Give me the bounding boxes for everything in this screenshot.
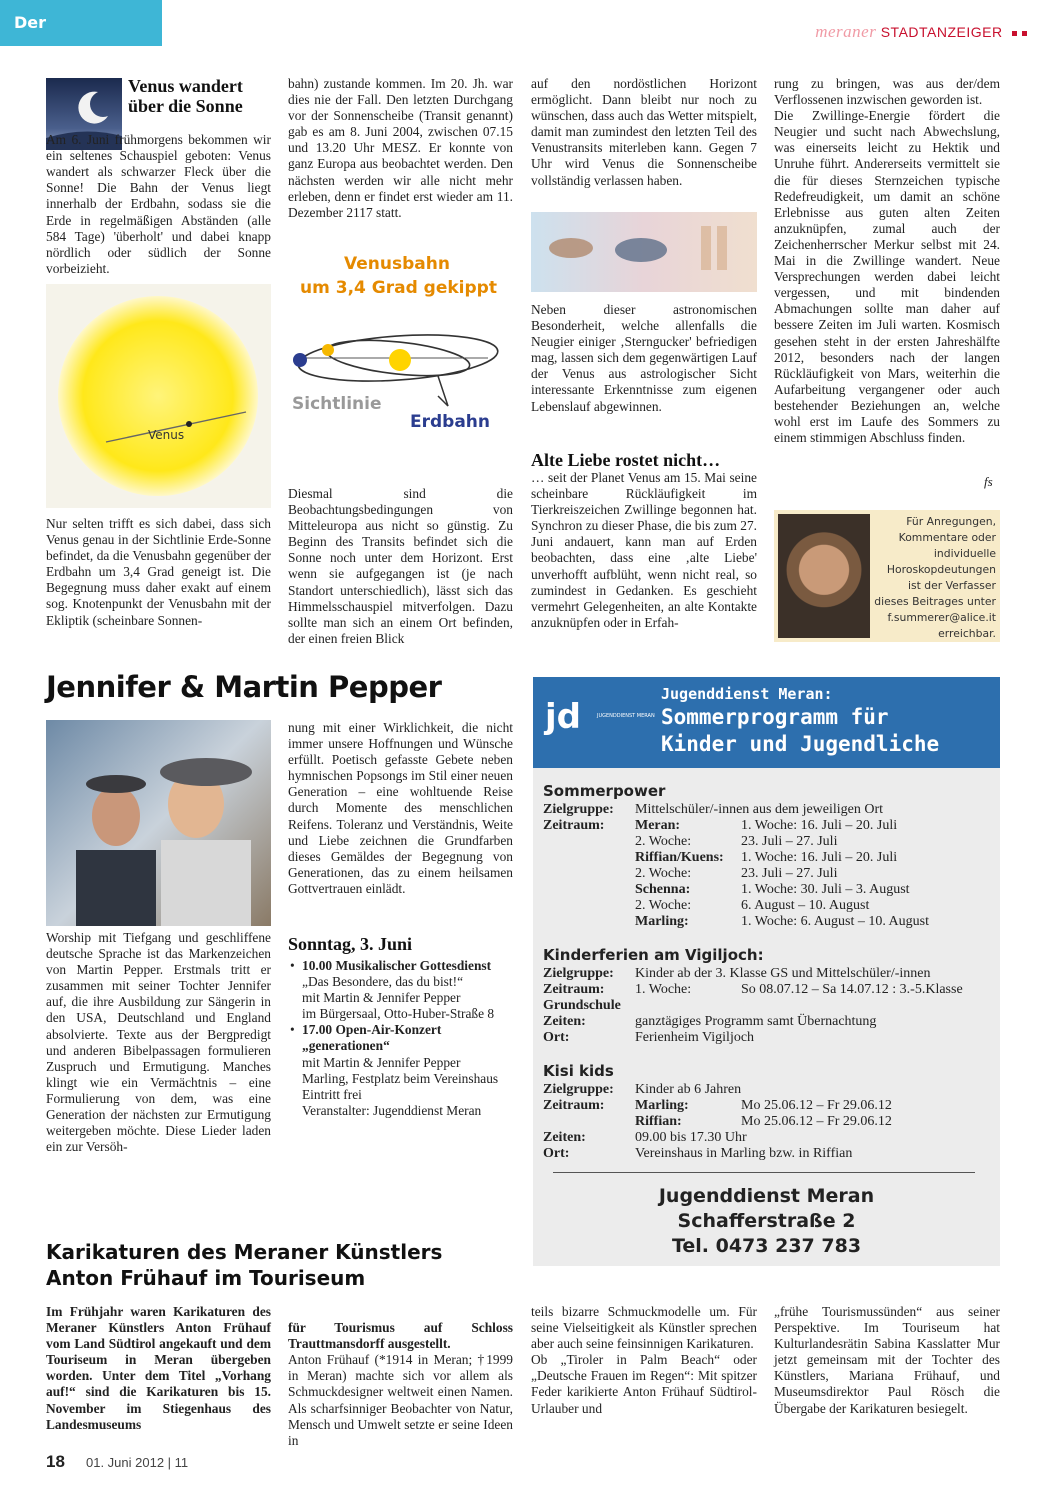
kari-title-1: Karikaturen des Meraner Künstlers — [46, 1240, 443, 1264]
jd-table-cell: Zielgruppe: — [543, 802, 614, 817]
jd-table-cell: Mittelschüler/-innen aus dem jeweiligen Ort — [635, 802, 884, 817]
jd-table-cell: Zeiten: — [543, 1130, 586, 1145]
pepper-photo-svg — [46, 720, 271, 926]
diagram-erdbahn: Erdbahn — [410, 412, 491, 432]
masthead-stadtanzeiger: STADTANZEIGER — [880, 24, 1003, 40]
venus-col4: rung zu bringen, was aus der/dem Verflossenen inzwischen geworden ist. Die Zwillinge-Energie fördert die Neugier und sucht nach Abwechslung, was einerseits leicht zu Hektik und Unruhe führt. Andererseits vermittelt sie die für dieses Sternzeichen typische Redefreudigkeit, um damit an schöne Erlebnisse aus guten alten Zeiten anzuknüpfen, zumal auch der Zeichenherrscher Merkur selbst mit 24. Mai in die Zwillinge wandert. Neue Versprechungen werden dabei leicht vergessen, und mit bindenden Abmachungen sollte man daher auf bessere Zeiten im Juli warten. Kosmisch gesehen steht in der ersten Jahreshälfte 2012, besonders nach der langen Rückläufigkeit von Mars, weiterhin die Aufarbeitung vergangener oder auch bestehender Beziehungen an, welche wohl erst im Laufe des Sommers zu einem stimmigen Abschluss finden. — [774, 76, 1000, 446]
jd-table-cell: Ort: — [543, 1146, 570, 1161]
page-number: 18 — [46, 1452, 65, 1471]
jd-table-cell: 1. Woche: 6. August – 10. August — [741, 914, 930, 929]
venus-col3-top: auf den nordöstlichen Horizont ermöglicht. Dann bleibt nur noch zu wünschen, dass auch das Wetter mitspielt, damit man zumindest den letzten Teil des Venustransits miterleben kann. Gegen 7 Uhr wird Venus die Sonnenscheibe vollständig verlassen haben. — [531, 76, 757, 188]
jd-contact-address: Schafferstraße 2 — [677, 1210, 856, 1232]
jd-table-cell: Mo 25.06.12 – Fr 29.06.12 — [741, 1114, 892, 1129]
jd-table-cell: So 08.07.12 – Sa 14.07.12 : 3.-5.Klasse — [741, 982, 963, 997]
jd-logo-text: jd — [545, 697, 581, 737]
pepper-title: Jennifer & Martin Pepper — [46, 670, 442, 704]
jd-table-cell: 1. Woche: 16. Juli – 20. Juli — [741, 850, 898, 865]
orbit-diagram — [288, 246, 513, 452]
event-2-body: mit Martin & Jennifer Pepper Marling, Festplatz beim Vereinshaus Eintritt frei Veranstalter: Jugenddienst Meran — [302, 1054, 499, 1118]
jd-table-cell: 1. Woche: 30. Juli – 3. August — [741, 882, 910, 897]
jd-table-cell: 2. Woche: — [635, 866, 692, 881]
venus-col1-bottom: Nur selten trifft es sich dabei, dass sich Venus genau in der Sichtlinie Erde-Sonne befindet, da die Venusbahn gegenüber der Erdbahn um 3,4 Grad geneigt ist. Die Begegnung muss daher exakt auf einem sog. Knotenpunkt der Venusbahn mit der Ekliptik (scheinbare Sonnen- — [46, 516, 271, 628]
venus-col1-top-text: Am 6. Juni frühmorgens bekommen wir ein seltenes Schauspiel geboten: Venus wandert als schwarzer Fleck über die Sonne! Die Bahn der Venus liegt innerhalb der Erdbahn, sodass sie die Erde in regelmäßigen Abständen (alle 584 Tage) 'überholt' und dabei knapp nördlich oder südlich der Sonne vorbeizieht. — [46, 132, 271, 276]
jd-table-cell: Kinder ab 6 Jahren — [635, 1082, 742, 1097]
masthead-square — [1022, 31, 1027, 36]
venus-col1-top — [46, 116, 271, 280]
jd-contact-phone: Tel. 0473 237 783 — [671, 1235, 862, 1257]
masthead-square — [1012, 31, 1017, 36]
diagram-venusbahn: Venusbahn — [344, 254, 450, 274]
bullet: • — [290, 1022, 295, 1038]
jd-s2-title: Kinderferien am Vigiljoch: — [543, 946, 764, 964]
jd-table-cell: Riffian/Kuens: — [635, 850, 724, 865]
event-2-title: 17.00 Open-Air-Konzert „generationen“ — [302, 1022, 442, 1054]
jd-body — [533, 768, 1000, 1266]
jd-table-cell: Zeiten: — [543, 1014, 586, 1029]
zodiac-svg — [531, 212, 757, 292]
pepper-date: Sonntag, 3. Juni — [288, 934, 413, 954]
jd-table-cell: Meran: — [635, 818, 681, 833]
jd-table-cell: Zeitraum: — [543, 818, 605, 833]
masthead-meraner: meraner — [815, 22, 877, 41]
event-1 — [288, 958, 513, 1022]
jd-logo-small: JUGENDDIENST MERAN — [597, 713, 655, 719]
jd-title-1: Sommerprogramm für — [661, 705, 889, 729]
pepper-col1: Worship mit Tiefgang und geschliffene deutsche Sprache ist das Markenzeichen von Martin Pepper. Erstmals tritt er zusammen mit seiner Tochter Jennifer auf, die ihre Ausbildung zur Sängerin in den USA, Deutschland und England absolvierte. Texte aus der Bergpredigt und anderen Bibelpassagen formulieren Zuspruch und Ermutigung. Manches klingt wie ein Vermächtnis – eine Formulierung von dem, was eine Generation der nächsten zur Ermutigung weitergeben möchte. Diese Lieder laden ein zur Versöh- — [46, 930, 271, 1155]
event-2 — [288, 1022, 513, 1119]
section-tag: Der Sterngucker — [0, 0, 162, 46]
venus-signature: fs — [984, 474, 993, 489]
jd-table-cell: Zielgruppe: — [543, 1082, 614, 1097]
jd-table-cell: Vereinshaus in Marling bzw. in Riffian — [635, 1146, 853, 1161]
author-note: Für Anregungen, Kommentare oder individuelle Horoskopdeutungen ist der Verfasser dieses Beitrages unter f.summerer@alice.it erreichbar. — [874, 515, 996, 640]
sun-image — [46, 284, 271, 508]
venus-col3-mid: Neben dieser astronomischen Besonderheit, welche allenfalls die Neugier einiger ‚Sterngucker' befriedigen mag, lassen sich dem gegenwärtigen Lauf der Venus aus astrologischer Sicht interessante Erkenntnisse zum eigenen Lebenslauf abgewinnen. — [531, 302, 757, 414]
jd-title-2: Kinder und Jugendliche — [661, 732, 940, 756]
event-1-body: „Das Besondere, das du bist!“ mit Martin & Jennifer Pepper im Bürgersaal, Otto-Huber-Straße 8 — [302, 974, 495, 1022]
jd-contact — [533, 1184, 1000, 1259]
issue-date: 01. Juni 2012 | 11 — [86, 1455, 189, 1470]
jd-table-cell: 09.00 bis 17.30 Uhr — [635, 1130, 747, 1145]
masthead — [815, 22, 1027, 42]
jd-table-cell: Ferienheim Vigiljoch — [635, 1030, 755, 1045]
jd-table-cell: 23. Juli – 27. Juli — [741, 834, 838, 849]
jd-table-cell: 1. Woche: 16. Juli – 20. Juli — [741, 818, 898, 833]
jd-table-cell: Marling: — [635, 1098, 689, 1113]
venus-col2-bottom: Diesmal sind die Beobachtungsbedingungen von Mitteleuropa aus nicht so günstig. Zu Beginn des Transits befindet sich die Sonne noch unter dem Horizont. Erst wenn sie aufgegangen ist (je nach Standort unterschiedlich), lässt sich das Himmelsschauspiel mitverfolgen. Dazu sollte man sich an einem Ort befinden, der einen freien Blick — [288, 486, 513, 646]
kari-col4: „frühe Tourismussünden“ aus seiner Perspektive. Im Touriseum hat Kulturlandesrätin Sabina Kasslatter Mur jetzt gemeinsam mit der Tochter des Künstlers, Mariana Frühauf, und Museumsdirektor Paul Rösch die Übergabe der Karikaturen besiegelt. — [774, 1304, 1000, 1416]
event-1-title: 10.00 Musikalischer Gottesdienst — [302, 958, 492, 973]
sun-svg — [46, 284, 271, 508]
jd-table-cell: Zeitraum: — [543, 982, 605, 997]
jd-header — [533, 677, 1000, 768]
jd-table-cell: 2. Woche: — [635, 834, 692, 849]
kari-col2-bold: für Tourismus auf Schloss Trauttmansdorff ausgestellt. — [288, 1320, 513, 1352]
jd-table-cell: Schenna: — [635, 882, 691, 897]
jd-divider — [553, 1172, 975, 1173]
pepper-events — [288, 958, 513, 1119]
jd-table-cell: ganztägiges Programm samt Übernachtung — [635, 1014, 877, 1029]
diagram-sichtlinie: Sichtlinie — [292, 394, 382, 414]
kari-title-2: Anton Frühauf im Touriseum — [46, 1266, 366, 1290]
kari-col1: Im Frühjahr waren Karikaturen des Meraner Künstlers Anton Frühauf vom Land Südtirol angekauft und dem Touriseum in Meran übergeben worden. Unter dem Titel „Vorhang auf!“ sind die Karikaturen bis 15. November im Stiegenhaus des Landesmuseums — [46, 1304, 271, 1432]
jd-table-cell: Grundschule — [543, 998, 621, 1013]
sun-venus-label: Venus — [148, 428, 185, 442]
author-box — [774, 510, 1000, 642]
jd-table-cell: Zeitraum: — [543, 1098, 605, 1113]
pepper-col2: nung mit einer Wirklichkeit, die nicht immer unsere Hoffnungen und Wünsche erfüllt. Poetisch gefasste Gebete neben hymnischen Popsongs im Stil einer neuen Generation – eine wohltuende Reise durch Momente des menschlichen Reifens. Toleranz und Verständnis, Weite und Liebe zeichnen die Grundfarben dieses Gemäldes der Begegnung von Generationen, das zu einem heilsamen Gottvertrauen einlädt. — [288, 720, 513, 896]
jd-table-cell: Ort: — [543, 1030, 570, 1045]
jd-logo — [545, 697, 581, 737]
venus-col2-top: bahn) zustande kommen. Im 20. Jh. war dies nie der Fall. Den letzten Durchgang vor der Sonnenscheibe (Transit genannt) gab es am 8. Juni 2004, zwischen 07.15 und 13.20 Uhr MESZ. Er konnte von ganz Europa aus beobachtet werden. Den nächsten werden wir alle nicht mehr erleben, denn er findet erst wieder am 11. Dezember 2117 statt. — [288, 76, 513, 220]
jd-s1-title: Sommerpower — [543, 782, 666, 800]
jd-table-cell: Mo 25.06.12 – Fr 29.06.12 — [741, 1098, 892, 1113]
kari-col2-text: Anton Frühauf (*1914 in Meran; †1999 in Meran) machte sich vor allem als Schmuckdesigner weltweit einen Namen. Als scharfsinniger Beobachter von Natur, Mensch und Umwelt setzte er seine Ideen in — [288, 1352, 513, 1448]
kari-col3: teils bizarre Schmuckmodelle um. Für seine Vielseitigkeit als Künstler sprechen aber auch seine feinsinnigen Karikaturen. Ob „Tiroler in Palm Beach“ oder „Deutsche Frauen im Regen“: Mit spitzer Feder karikierte Anton Frühauf Südtirol-Urlauber und — [531, 1304, 757, 1416]
jd-table-cell: Kinder ab der 3. Klasse GS und Mittelschüler/-innen — [635, 966, 931, 981]
venus-col3-bottom: … seit der Planet Venus am 15. Mai seine scheinbare Rückläufigkeit im Tierkreiszeichen Zwillinge begonnen hat. Synchron zu dieser Phase, die bis zum 27. Juni andauert, kann man auf Erden beobachten, dass eine ‚alte Liebe' unverhofft aufblüht, wenn nicht real, so zumindest in Gedanken. Es geschieht vermehrt Gelegenheiten, an alte Kontakte anzuknüpfen oder in Erfah- — [531, 470, 757, 630]
jd-table-cell: 1. Woche: — [635, 982, 692, 997]
pepper-photo — [46, 720, 271, 926]
author-photo — [778, 514, 870, 638]
venus-title: Venus wandert über die Sonne — [128, 76, 243, 116]
venus-subhead: Alte Liebe rostet nicht… — [531, 450, 721, 470]
jd-table-cell: 23. Juli – 27. Juli — [741, 866, 838, 881]
diagram-kippt: um 3,4 Grad gekippt — [300, 278, 497, 298]
jd-s3-title: Kisi kids — [543, 1062, 614, 1080]
jd-table-cell: Marling: — [635, 914, 689, 929]
jd-kicker: Jugenddienst Meran: — [661, 685, 833, 703]
jd-contact-name: Jugenddienst Meran — [658, 1185, 875, 1207]
bullet: • — [290, 958, 295, 973]
kari-col2 — [288, 1304, 513, 1449]
jd-table-cell: 6. August – 10. August — [741, 898, 870, 913]
jd-table-cell: Zielgruppe: — [543, 966, 614, 981]
jd-table-cell: Riffian: — [635, 1114, 682, 1129]
jd-table-cell: 2. Woche: — [635, 898, 692, 913]
zodiac-image — [531, 212, 757, 292]
